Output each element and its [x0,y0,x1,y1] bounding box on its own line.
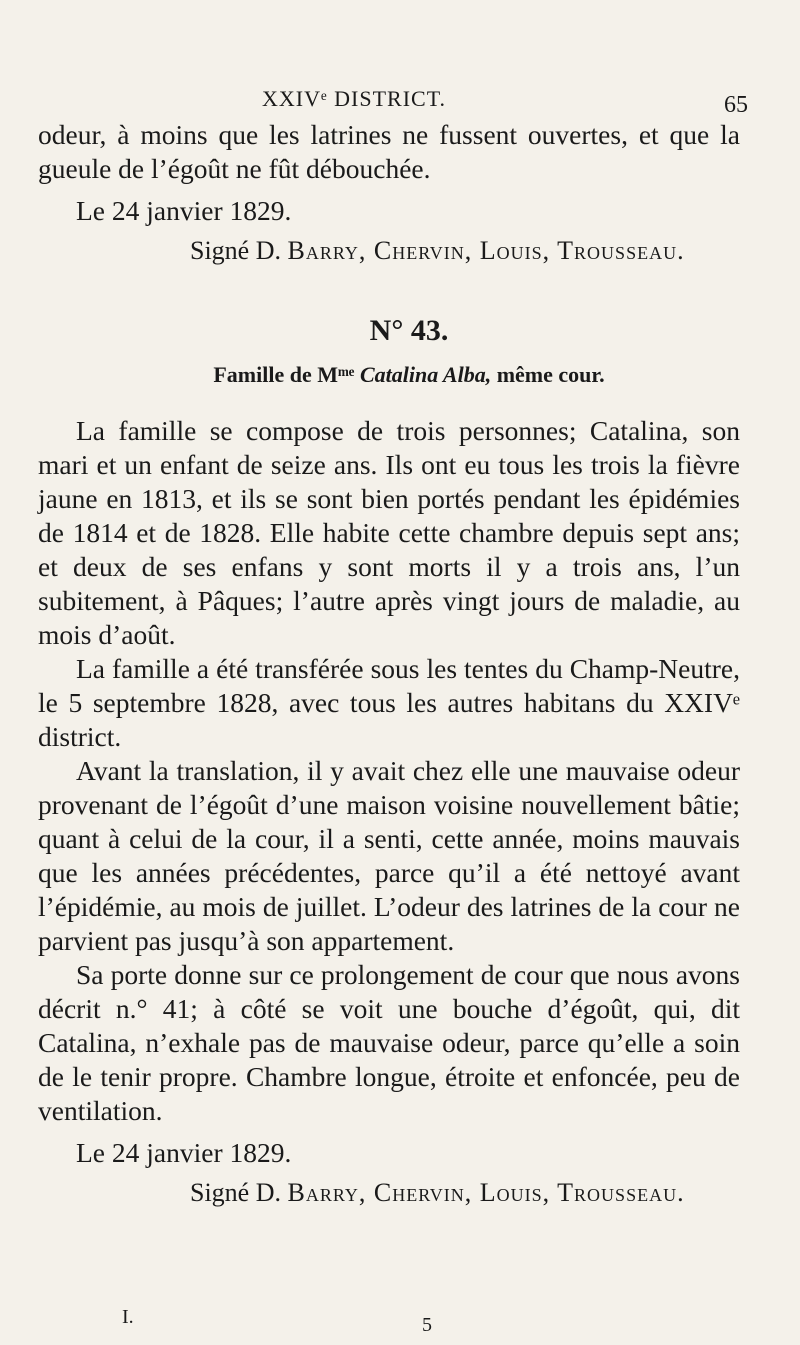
paragraph: Sa porte donne sur ce prolongement de cour que nous avons décrit n.° 41; à côté se voit une bouche d’égoût, qui, dit Catalina, n’exhale pas de mauvaise odeur, parce qu’elle a soin de le tenir propre. Chambre longue, étroite et enfoncée, peu de ventilation. [38,959,740,1126]
paragraph: La famille se compose de trois personnes; Catalina, son mari et un enfant de seize ans. Ils ont eu tous les trois la fièvre jaune en 1813, et ils se sont bien portés pendant les épidémies de 1814 et de 1828. Elle habite cette chambre depuis sept ans; et deux de ses enfans y sont morts il y a trois ans, l’un subitement, à Pâques; l’autre après vingt jours de maladie, au mois d’août. [38,415,740,650]
folio: 5 [422,1314,432,1336]
paragraph: Avant la translation, il y avait chez elle une mauvaise odeur provenant de l’égoût d’une maison voisine nouvellement bâtie; quant à celui de la cour, il a senti, cette année, moins mauvais que les années précédentes, parce qu’il a été nettoyé avant l’épidémie, au mois de juillet. L’odeur des latrines de la cour ne parvient pas jusqu’à son appartement. [38,755,740,956]
previous-entry-closing: odeur, à moins que les latrines ne fussent ouvertes, et que la gueule de l’égoût ne fût débouchée. [38,119,740,184]
previous-entry-date: Le 24 janvier 1829. [76,195,292,226]
page-header [0,86,800,116]
subtitle-prefix: Famille de Mᵐᵉ [213,362,355,387]
signature-mark: I. [122,1306,134,1328]
running-head: XXIVᵉ DISTRICT. [262,86,446,111]
subtitle-name: Catalina Alba, [360,362,492,387]
entry-signature [38,1176,740,1210]
previous-entry-signature [38,234,740,268]
signature-names: Barry, Chervin, Louis, Trousseau. [287,1178,685,1207]
subtitle-suffix: même cour. [496,362,605,387]
entry-date: Le 24 janvier 1829. [76,1137,292,1168]
paragraph: La famille a été transférée sous les tentes du Champ-Neutre, le 5 septembre 1828, avec tous les autres habitans du XXIVᵉ district. [38,653,740,752]
signature-prefix: Signé D. [190,1178,281,1207]
signature-names: Barry, Chervin, Louis, Trousseau. [287,236,685,265]
text-block [38,118,740,1210]
entry-number: N° 43. [369,314,449,347]
signature-prefix: Signé D. [190,236,281,265]
page-number: 65 [724,92,748,118]
entry-subtitle [38,358,740,392]
